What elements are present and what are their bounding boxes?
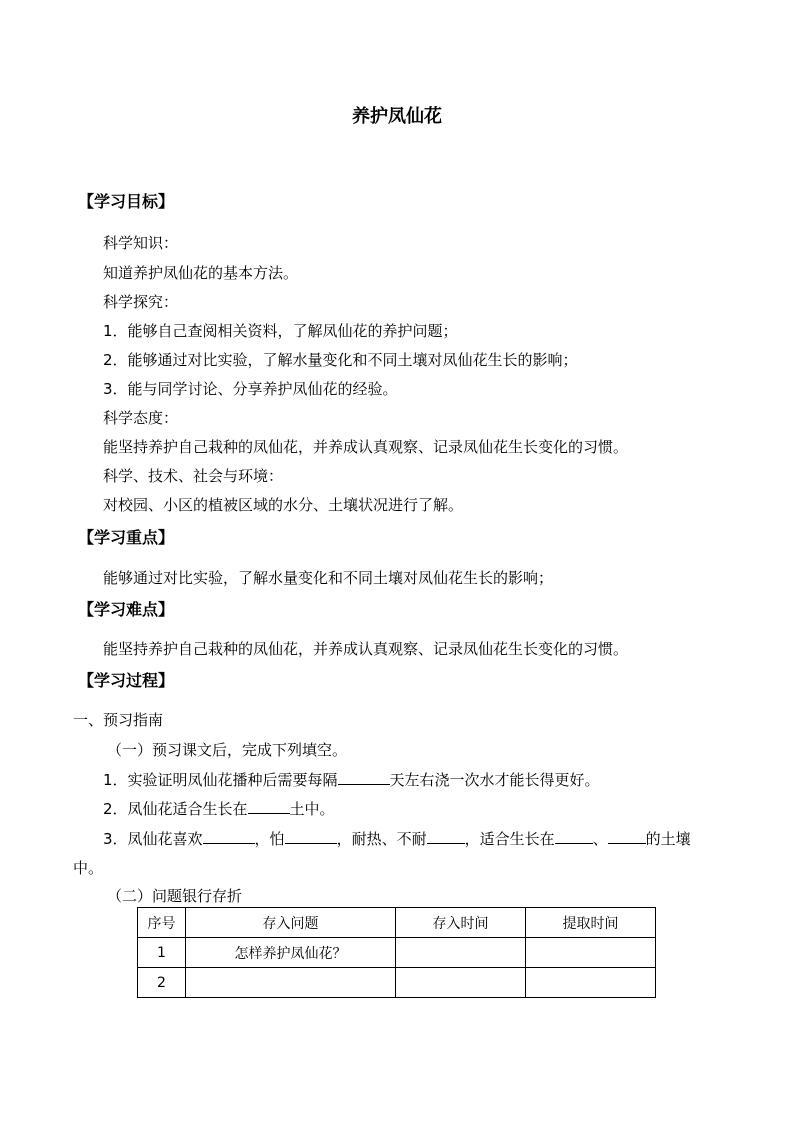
question-3-text-e: 、 xyxy=(592,830,608,848)
goals-line: 对校园、小区的植被区域的水分、土壤状况进行了解。 xyxy=(103,496,464,514)
subsection-title: （二）问题银行存折 xyxy=(107,887,243,905)
difficulties-heading: 【学习难点】 xyxy=(78,600,175,619)
goals-heading: 【学习目标】 xyxy=(78,192,175,211)
question-3-text-d: ，适合生长在 xyxy=(464,830,555,848)
goals-line: 科学态度： xyxy=(103,409,179,427)
question-3-continued: 中。 xyxy=(73,859,104,877)
section-title: 一、预习指南 xyxy=(73,711,164,729)
goals-line: 1．能够自己查阅相关资料，了解凤仙花的养护问题； xyxy=(103,322,458,340)
header-cell: 存入问题 xyxy=(186,908,396,938)
question-2-text-a: 2．凤仙花适合生长在 xyxy=(103,800,248,818)
goals-line: 科学知识： xyxy=(103,234,179,252)
question-bank-table xyxy=(137,907,656,998)
table-cell[interactable]: 怎样养护凤仙花？ xyxy=(186,938,396,968)
question-3-text-f: 的土壤 xyxy=(645,830,691,848)
header-cell: 序号 xyxy=(138,908,186,938)
table-cell[interactable] xyxy=(186,968,396,998)
fill-blank[interactable] xyxy=(427,829,465,844)
header-cell: 存入时间 xyxy=(396,908,526,938)
table-header-row xyxy=(138,908,656,938)
table-cell[interactable] xyxy=(396,968,526,998)
question-2 xyxy=(103,799,335,819)
fill-blank[interactable] xyxy=(248,799,290,814)
question-3-text-c: ，耐热、不耐 xyxy=(336,830,427,848)
table-cell[interactable] xyxy=(526,938,656,968)
goals-line: 科学探究： xyxy=(103,293,179,311)
table-cell[interactable] xyxy=(526,968,656,998)
question-1-text-b: 天左右浇一次水才能长得更好。 xyxy=(389,771,600,789)
goals-line: 3．能与同学讨论、分享养护凤仙花的经验。 xyxy=(103,380,398,398)
fill-blank[interactable] xyxy=(285,829,337,844)
table-cell: 2 xyxy=(138,968,186,998)
table-cell[interactable] xyxy=(396,938,526,968)
goals-line: 知道养护凤仙花的基本方法。 xyxy=(103,264,299,282)
question-3-text-b: ，怕 xyxy=(254,830,285,848)
table-row xyxy=(138,938,656,968)
table-row xyxy=(138,968,656,998)
page-title: 养护凤仙花 xyxy=(352,106,442,127)
goals-line: 科学、技术、社会与环境： xyxy=(103,467,284,485)
goals-line: 2．能够通过对比实验，了解水量变化和不同土壤对凤仙花生长的影响； xyxy=(103,351,578,369)
question-2-text-b: 土中。 xyxy=(289,800,335,818)
question-3-text-a: 3．凤仙花喜欢 xyxy=(103,830,203,848)
process-heading: 【学习过程】 xyxy=(78,671,175,690)
fill-blank[interactable] xyxy=(608,829,646,844)
subsection-title: （一）预习课文后，完成下列填空。 xyxy=(107,741,348,759)
question-1 xyxy=(103,770,600,790)
table-cell: 1 xyxy=(138,938,186,968)
header-cell: 提取时间 xyxy=(526,908,656,938)
key-points-text: 能够通过对比实验，了解水量变化和不同土壤对凤仙花生长的影响； xyxy=(103,569,554,587)
goals-line: 能坚持养护自己栽种的凤仙花，并养成认真观察、记录凤仙花生长变化的习惯。 xyxy=(103,438,629,456)
fill-blank[interactable] xyxy=(338,770,390,785)
question-1-text-a: 1．实验证明凤仙花播种后需要每隔 xyxy=(103,771,338,789)
difficulties-text: 能坚持养护自己栽种的凤仙花，并养成认真观察、记录凤仙花生长变化的习惯。 xyxy=(103,640,629,658)
question-3 xyxy=(103,829,691,849)
fill-blank[interactable] xyxy=(555,829,593,844)
key-points-heading: 【学习重点】 xyxy=(78,528,175,547)
fill-blank[interactable] xyxy=(203,829,255,844)
